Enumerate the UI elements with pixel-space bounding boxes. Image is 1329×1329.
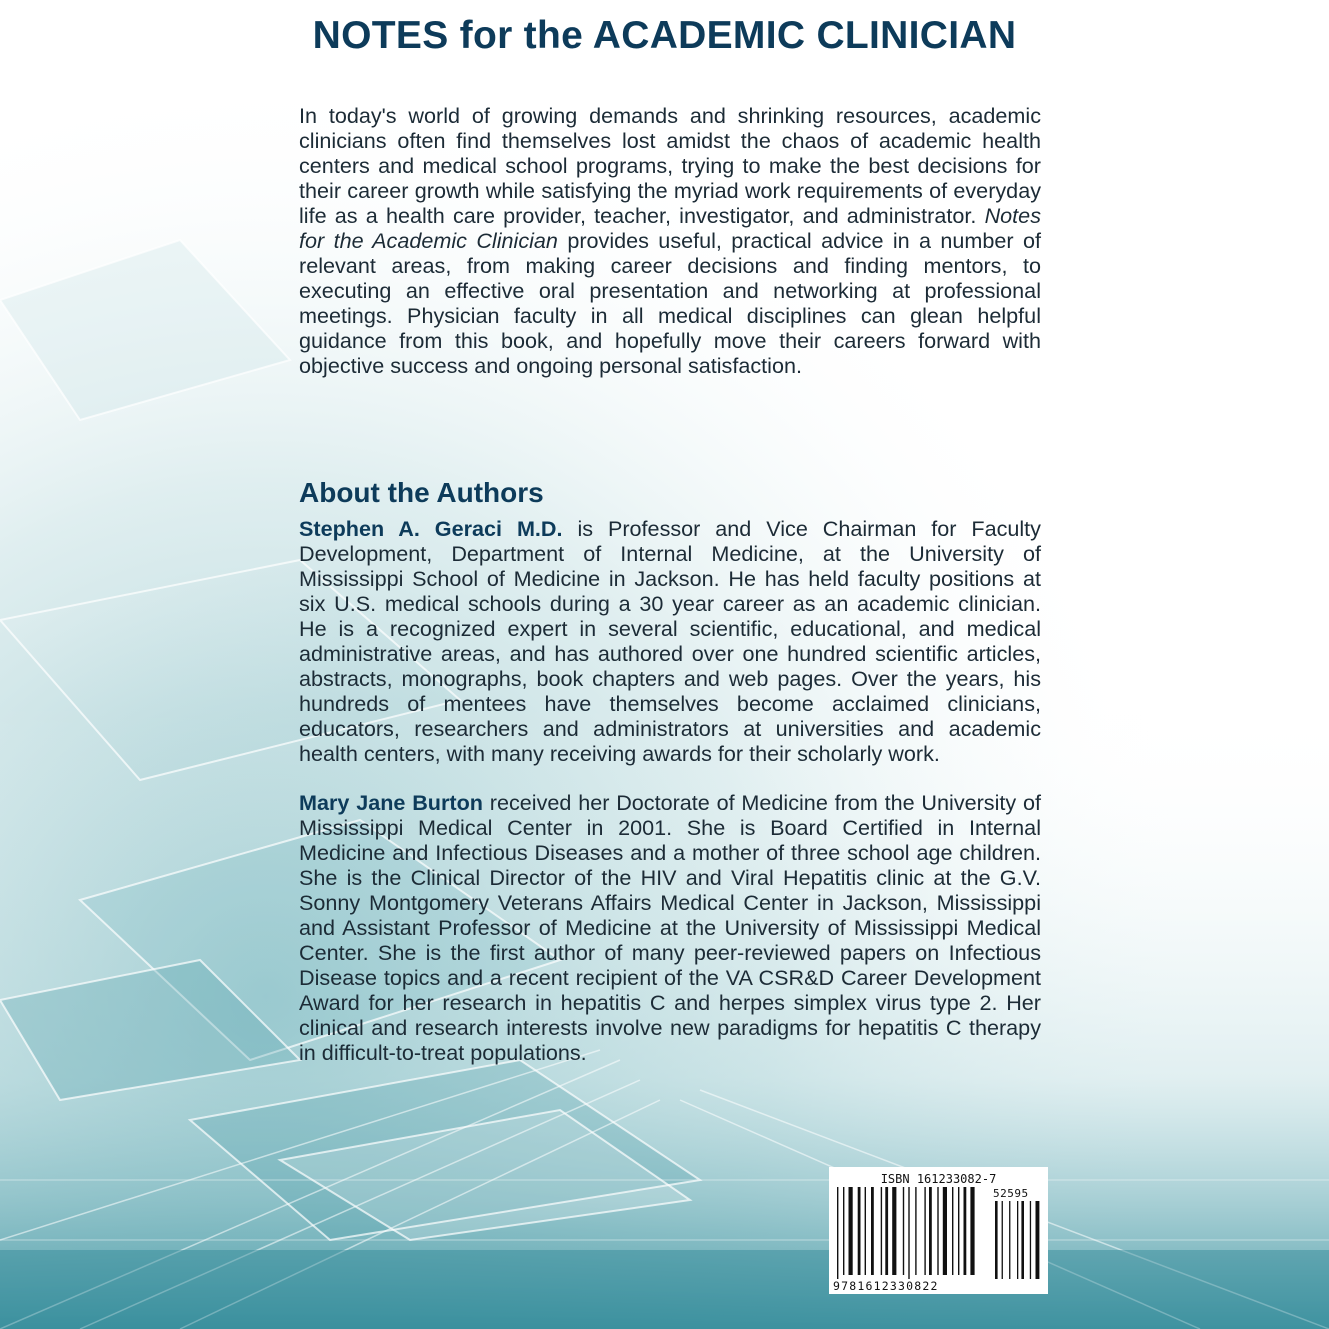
barcode-bar — [1017, 1201, 1018, 1279]
barcode-bar — [958, 1187, 959, 1275]
barcode-bar — [881, 1187, 882, 1275]
author-bio-geraci — [299, 516, 1041, 766]
barcode-bar — [995, 1201, 998, 1279]
barcode-bar — [929, 1187, 932, 1275]
barcode-bar — [1036, 1201, 1040, 1279]
author-name: Stephen A. Geraci M.D. — [299, 516, 563, 541]
barcode-bar — [964, 1187, 967, 1275]
barcode-bar — [924, 1187, 925, 1275]
barcode-bar — [849, 1187, 853, 1275]
barcode-bar — [943, 1187, 947, 1275]
description-text: In today's world of growing demands and shrinking resources, academic clinicians often find themselves lost amidst the chaos of academic health centers and medical school programs, trying to make the best decisions for their career growth while satisfying the myriad work requirements of everyday life as a health care provider, teacher, investigator, and administrator. — [299, 103, 1041, 228]
isbn-barcode — [829, 1167, 1048, 1294]
book-description — [299, 103, 1041, 378]
barcode-bar — [1030, 1201, 1031, 1279]
barcode-bar — [908, 1187, 909, 1279]
author-bio-text: is Professor and Vice Chairman for Faculty Development, Department of Internal Medicine, at the University of Mississippi School of Medicine in Jackson. He has held faculty positions at six U.S. medical schools during a 30 year career as an academic clinician. He is a recognized expert in several scientific, educational, and medical administrative areas, and has authored over one hundred scientific articles, abstracts, monographs, book chapters and web pages. Over the years, his hundreds of mentees have themselves become acclaimed clinicians, educators, researchers and administrators at universities and academic health centers, with many receiving awards for their scholarly work. — [299, 516, 1041, 766]
barcode-bar — [865, 1187, 866, 1275]
barcode-bar — [970, 1187, 974, 1275]
barcode-bar — [1002, 1201, 1003, 1279]
barcode-bar — [885, 1187, 888, 1275]
barcode-bar — [1021, 1201, 1024, 1279]
barcode-bar — [915, 1187, 916, 1275]
barcode-bar — [937, 1187, 938, 1275]
barcode-bars — [829, 1167, 1048, 1294]
barcode-bar — [871, 1187, 874, 1275]
author-bio-burton — [299, 790, 1041, 1065]
barcode-bar — [858, 1187, 861, 1275]
about-authors-heading: About the Authors — [299, 477, 544, 508]
isbn-label: ISBN 161233082-7 — [880, 1172, 997, 1186]
barcode-bar — [903, 1187, 904, 1275]
author-bio-text: received her Doctorate of Medicine from the University of Mississippi Medical Center in 2001. She is Board Certified in Internal Medicine and Infectious Diseases and a mother of three school age children. She is the Clinical Director of the HIV and Viral Hepatitis clinic at the G.V. Sonny Montgomery Veterans Affairs Medical Center in Jackson, Mississippi and Assistant Professor of Medicine at the University of Mississippi Medical Center. She is the first author of many peer-reviewed papers on Infectious Disease topics and a recent recipient of the VA CSR&D Career Development Award for her research in hepatitis C and herpes simplex virus type 2. Her clinical and research interests involve new paradigms for hepatitis C therapy in difficult-to-treat populations. — [299, 790, 1042, 1065]
barcode-bar — [837, 1187, 838, 1279]
barcode-bar — [952, 1187, 953, 1275]
price-supplement-digits: 52595 — [993, 1187, 1029, 1200]
description-text-continued: provides useful, practical advice in a number of relevant areas, from making career decisions and finding mentors, to executing an effective oral presentation and networking at professional meetings. Physician faculty in all medical disciplines can glean helpful guidance from this book, and hopefully move their careers forward with objective success and ongoing personal satisfaction. — [299, 228, 1042, 378]
barcode-bar — [1009, 1201, 1010, 1279]
book-title: NOTES for the ACADEMIC CLINICIAN — [312, 14, 1017, 57]
barcode-bar — [892, 1187, 896, 1275]
description-book-title: Notes for the Academic Clinician — [299, 203, 1041, 253]
barcode-bar — [843, 1187, 844, 1275]
author-name: Mary Jane Burton — [299, 790, 483, 815]
ean-digits: 9781612330822 — [833, 1279, 939, 1293]
